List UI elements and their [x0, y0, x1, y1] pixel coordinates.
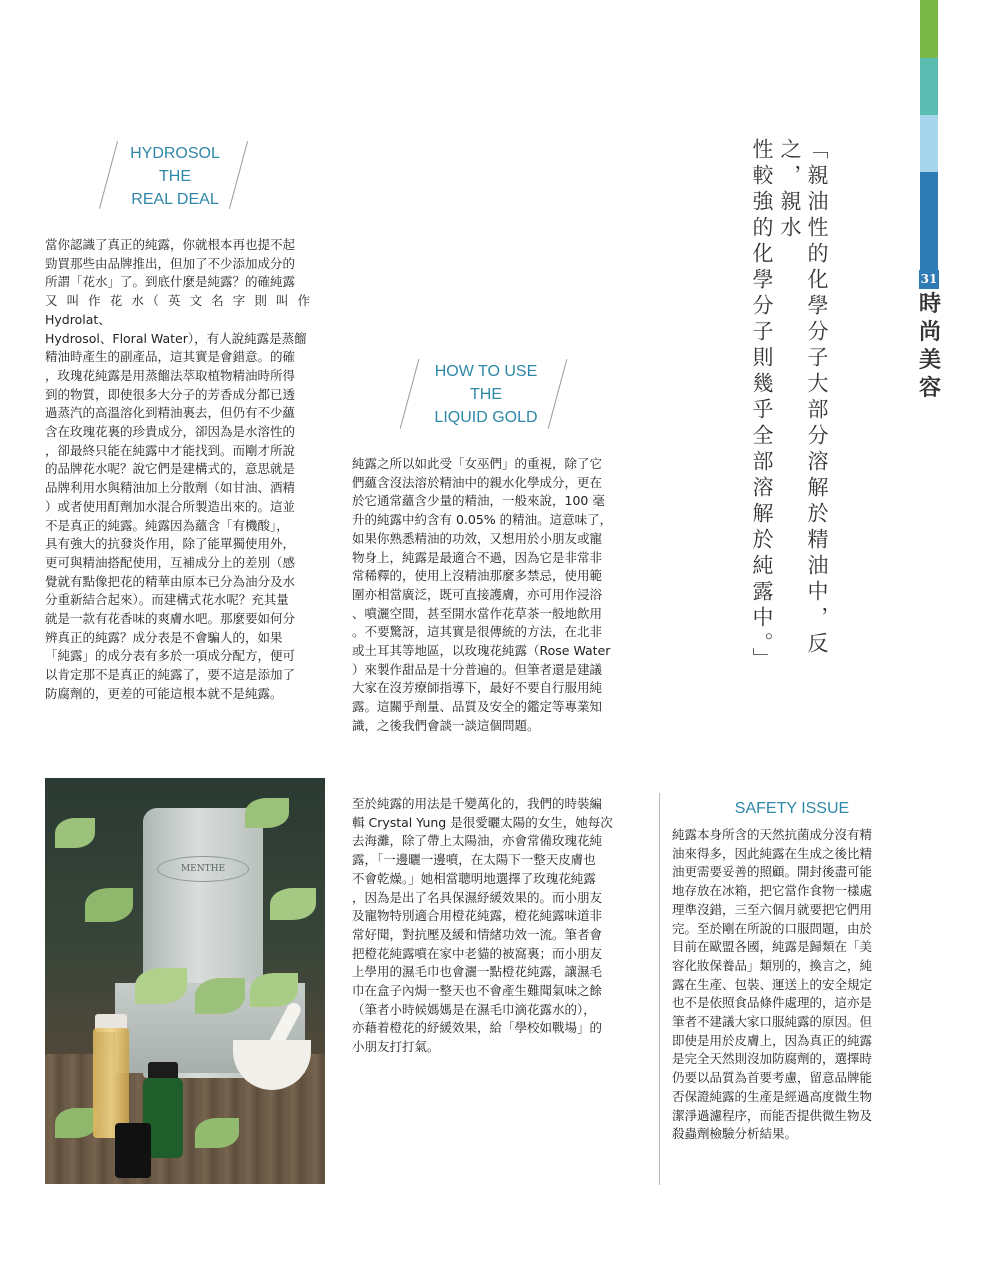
text-line: 覺就有點像把花的精華由原本已分為油分及水	[45, 573, 296, 589]
safety-paragraph	[672, 826, 912, 1144]
text-line: 油更需要妥善的照顧。開封後盡可能	[672, 864, 873, 880]
text-line: 即使是用於皮膚上，因為真正的純露	[672, 1032, 873, 1048]
text-line: 們蘊含沒法溶於精油中的親水化學成分，更在	[352, 474, 603, 490]
text-line: 小朋友打打氣。	[352, 1039, 440, 1055]
text-line: 仍要以品質為首要考慮，留意品牌能	[672, 1070, 873, 1086]
text-line: ）或者使用酊劑加水混合所製造出來的。這並	[45, 498, 296, 514]
mint-leaf	[55, 1108, 97, 1138]
text-line: 是完全天然則沒加防腐劑的，選擇時	[672, 1051, 873, 1067]
black-bottle-cap	[115, 1123, 151, 1178]
heading-line: THE	[470, 386, 502, 403]
section-title: 時尚美容	[918, 291, 941, 401]
text-line: 目前在歐盟各國，純露是歸類在「美	[672, 939, 873, 955]
text-line: 露。這關乎劑量、品質及安全的鑑定等專業知	[352, 699, 603, 715]
text-line: 輯 Crystal Yung 是很愛曬太陽的女生，她每次	[352, 814, 613, 830]
how-to-use-paragraph-2	[352, 795, 616, 1057]
pull-quote-line-2: 性較強的化學分子則幾乎全部溶解於純露中。」	[750, 138, 774, 674]
text-line: 否保證純露的生產是經過高度微生物	[672, 1088, 873, 1104]
text-line: 識，之後我們會談一談這個問題。	[352, 717, 540, 733]
text-line: ，卻最終只能在純露中才能找到。而剛才所說	[45, 442, 296, 458]
mint-leaf	[55, 818, 95, 848]
text-line: 「純露」的成分表有多於一項成分配方，便可	[45, 648, 296, 664]
text-line: 露在生產、包裝、運送上的安全規定	[672, 976, 873, 992]
heading-line: HYDROSOL	[130, 145, 220, 162]
text-line: 殺蟲劑檢驗分析結果。	[672, 1126, 798, 1142]
text-line: 。不要驚訝，這其實是很傳統的方法，在北非	[352, 624, 603, 640]
safety-heading: SAFETY ISSUE	[734, 800, 850, 817]
hydrosol-paragraph	[45, 236, 314, 704]
text-line: 純露本身所含的天然抗菌成分沒有精	[672, 827, 873, 842]
how-to-use-heading	[425, 360, 547, 429]
text-line: 去海灘，除了帶上太陽油，亦會常備玫瑰花純	[352, 833, 603, 849]
text-line: 或土耳其等地區，以玫瑰花純露（Rose Water	[352, 643, 611, 659]
text-line: 又 叫 作 花 水（ 英 文 名 字 則 叫 作 Hydrolat、	[45, 293, 314, 327]
text-line: 純露之所以如此受「女巫們」的重視，除了它	[352, 456, 603, 471]
color-tab-blue	[920, 172, 938, 270]
text-line: 至於純露的用法是千變萬化的，我們的時裝編	[352, 796, 603, 811]
text-line: 具有強大的抗發炎作用，除了能單獨使用外，	[45, 536, 296, 552]
heading-slash-left	[400, 359, 420, 429]
text-line: 物身上，純露是最適合不過，因為它是非常非	[352, 549, 603, 565]
text-line: 如果你熟悉精油的功效，又想用於小朋友或寵	[352, 530, 603, 546]
mint-herb-photo	[45, 778, 325, 1184]
text-line: （筆者小時候媽媽是在濕毛巾滴花露水的），	[352, 1001, 596, 1017]
text-line: 分重新結合起來）。而建構式花水呢？充其量	[45, 592, 289, 608]
text-line: 就是一款有花香味的爽膚水吧。那麼要如何分	[45, 611, 296, 627]
mint-leaf	[245, 798, 289, 828]
tin-label: MENTHE	[157, 856, 249, 882]
column-divider	[659, 793, 660, 1185]
text-line: 圍亦相當廣泛，既可直接護膚，亦可用作浸浴	[352, 586, 603, 602]
heading-line: REAL DEAL	[131, 191, 219, 208]
oil-vial	[93, 1028, 129, 1138]
text-line: 到的物質，即使很多大分子的芳香成分都已透	[45, 386, 296, 402]
how-to-use-paragraph	[352, 455, 616, 736]
text-line: Hydrosol、Floral Water），有人說純露是蒸餾	[45, 330, 307, 346]
pull-quote-line-1: 「親油性的化學分子大部分溶解於精油中，反之，親水	[778, 138, 829, 658]
text-line: 常好聞，對抗壓及緩和情緒功效一流。筆者會	[352, 926, 603, 942]
text-line: 於它通常蘊含少量的精油，一般來說，100 毫	[352, 493, 605, 509]
text-line: 也不是依照食品條件處理的，這亦是	[672, 995, 873, 1011]
mint-leaf	[85, 888, 133, 922]
text-line: 過蒸汽的高溫溶化到精油裏去，但仍有不少蘊	[45, 405, 296, 421]
color-tab-teal	[920, 58, 938, 115]
text-line: 上學用的濕毛巾也會灑一點橙花純露，讓濕毛	[352, 964, 603, 980]
hydrosol-heading	[120, 142, 230, 211]
text-line: ，玫瑰花純露是用蒸餾法萃取植物精油時所得	[45, 367, 296, 383]
text-line: 巾在盒子內焗一整天也不會產生難聞氣味之餘	[352, 983, 603, 999]
color-tab-light-blue	[920, 115, 938, 172]
text-line: 勁買那些由品牌推出，但加了不少添加成分的	[45, 255, 296, 271]
heading-slash-left	[99, 141, 118, 209]
text-line: 露，「一邊曬一邊噴，在太陽下一整天皮膚也	[352, 852, 596, 868]
heading-slash-right	[548, 359, 568, 429]
text-line: 油來得多，因此純露在生成之後比精	[672, 845, 873, 861]
text-line: 亦藉着橙花的紓緩效果，給「學校如戰場」的	[352, 1020, 603, 1036]
text-line: 以肯定那不是真正的純露了，要不這是添加了	[45, 667, 296, 683]
mint-leaf	[195, 978, 245, 1014]
page-number: 31	[919, 270, 939, 289]
text-line: 品牌利用水與精油加上分散劑（如甘油、酒精	[45, 480, 296, 496]
text-line: 不是真正的純露。純露因為蘊含「有機酸」，	[45, 517, 289, 533]
text-line: 當你認識了真正的純露，你就根本再也提不起	[45, 237, 296, 252]
text-line: 容化妝保養品」類別的，換言之，純	[672, 957, 873, 973]
color-tab-green	[920, 0, 938, 58]
text-line: 理準沒錯，三至六個月就要把它們用	[672, 901, 873, 917]
text-line: 完。至於剛在所說的口服問題，由於	[672, 920, 873, 936]
text-line: 所謂「花水」了。到底什麼是純露？的確純露	[45, 274, 296, 290]
heading-line: HOW TO USE	[434, 363, 538, 380]
text-line: 不會乾燥。」她相當聰明地選擇了玫瑰花純露	[352, 870, 596, 886]
text-line: 大家在沒芳療師指導下，最好不要自行服用純	[352, 680, 603, 696]
text-line: 含在玫瑰花裏的珍貴成分，卻因為是水溶性的	[45, 424, 296, 440]
text-line: 筆者不建議大家口服純露的原因。但	[672, 1014, 873, 1030]
text-line: 、噴灑空間，甚至開水當作花草茶一般地飲用	[352, 605, 603, 621]
text-line: 更可與精油搭配使用，互補成分上的差別（感	[45, 554, 296, 570]
text-line: 升的純露中約含有 0.05% 的精油。這意味了，	[352, 512, 613, 528]
text-line: 及寵物特別適合用橙花純露，橙花純露味道非	[352, 908, 603, 924]
text-line: 的品牌花水呢？說它們是建構式的，意思就是	[45, 461, 296, 477]
text-line: 把橙花純露噴在家中老貓的被窩裏；而小朋友	[352, 945, 603, 961]
text-line: 常稀釋的，使用上沒精油那麼多禁忌，使用範	[352, 568, 603, 584]
mint-leaf	[135, 968, 187, 1004]
text-line: 辨真正的純露？成分表是不會騙人的，如果	[45, 629, 283, 645]
text-line: 防腐劑的，更差的可能這根本就不是純露。	[45, 685, 283, 701]
text-line: 精油時產生的副產品，這其實是會錯意。的確	[45, 349, 296, 365]
heading-line: LIQUID GOLD	[434, 409, 538, 426]
heading-line: THE	[159, 168, 191, 185]
text-line: ）來製作甜品是十分普遍的。但筆者還是建議	[352, 661, 603, 677]
text-line: ，因為是出了名具保濕紓緩效果的。而小朋友	[352, 889, 603, 905]
heading-slash-right	[229, 141, 248, 209]
mint-leaf	[195, 1118, 239, 1148]
text-line: 潔淨過濾程序，而能否提供微生物及	[672, 1107, 873, 1123]
mint-leaf	[270, 888, 316, 920]
text-line: 地存放在冰箱，把它當作食物一樣處	[672, 883, 873, 899]
